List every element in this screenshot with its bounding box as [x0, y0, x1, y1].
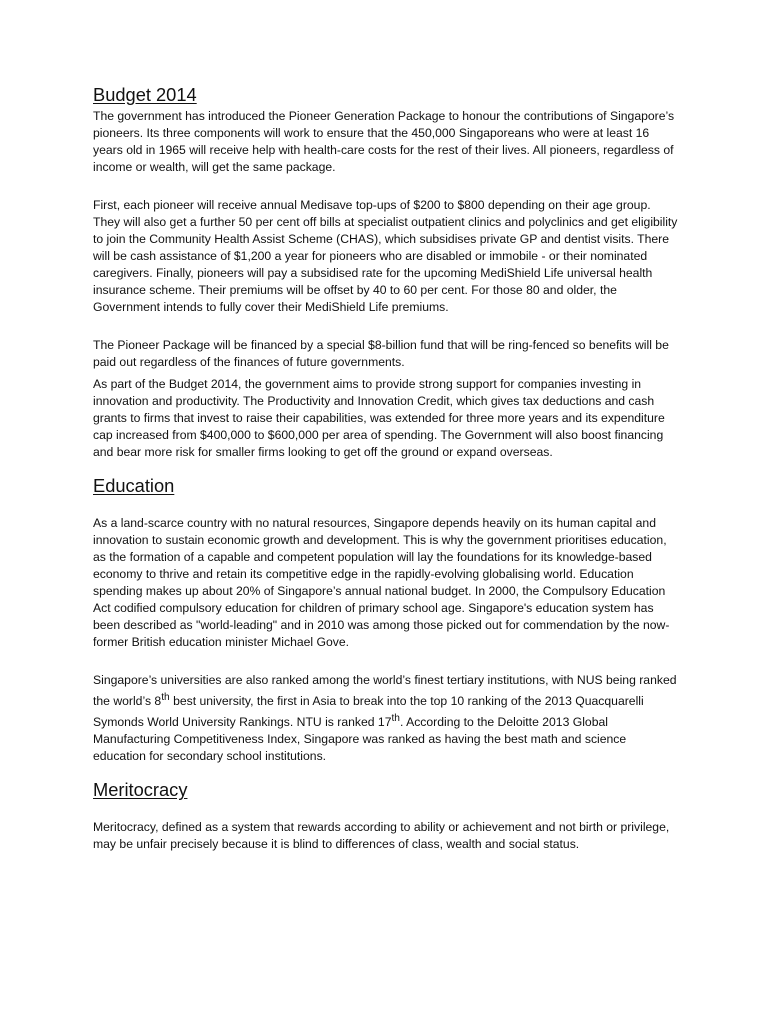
heading-budget-2014: Budget 2014 — [93, 84, 197, 105]
paragraph-education-overview: As a land-scarce country with no natural resources, Singapore depends heavily on its human capital and innovation to sustain economic growth and development. This is why the government prioritises education, as the formation of a capable and competent population will lay the foundations for its knowledge-based economy to thrive and retain its competitive edge in the rapidly-evolving globalising world. Education spending makes up about 20% of Singapore’s annual national budget. In 2000, the Compulsory Education Act codified compulsory education for children of primary school age. Singapore's education system has been described as "world-leading" and in 2010 was among those picked out for commendation by the now-former British education minister Michael Gove. — [93, 516, 670, 649]
heading-education: Education — [93, 475, 175, 496]
paragraph-pioneer-benefits: First, each pioneer will receive annual Medisave top-ups of $200 to $800 depending on their age group. They will also get a further 50 per cent off bills at specialist outpatient clinics and polyclinics and get eligibility to join the Community Health Assist Scheme (CHAS), which subsidises private GP and dentist visits. There will be cash assistance of $1,200 a year for pioneers who are disabled or immobile - or their nominated caregivers. Finally, pioneers will pay a subsidised rate for the upcoming MediShield Life universal health insurance scheme. Their premiums will be offset by 40 to 60 per cent. For those 80 and older, the Government intends to fully cover their MediShield Life premiums. — [93, 198, 678, 314]
paragraph-innovation-support: As part of the Budget 2014, the government aims to provide strong support for companies investing in innovation and productivity. The Productivity and Innovation Credit, which gives tax deductions and cash grants to firms that invest to raise their capabilities, was extended for three more years and its expenditure cap increased from $400,000 to $600,000 per area of spending. The Government will also boost financing and bear more risk for smaller firms looking to get off the ground or expand overseas. — [93, 377, 665, 459]
heading-meritocracy: Meritocracy — [93, 779, 188, 801]
rankings-text-part-2: best university, the first in Asia to break into the top 10 ranking of the 2013 Quacquarelli Symonds World University Rankings. NTU is ranked 17 — [93, 694, 644, 730]
ordinal-suffix: th — [161, 692, 170, 703]
rankings-text-part-1: Singapore’s universities are also ranked among the world’s finest tertiary institutions, with NUS being ranked the world’s 8 — [93, 673, 677, 709]
paragraph-pioneer-fund: The Pioneer Package will be financed by a special $8-billion fund that will be ring-fenced so benefits will be paid out regardless of the finances of future governments. — [93, 338, 669, 369]
rankings-text-part-3: . According to the Deloitte 2013 Global Manufacturing Competitiveness Index, Singapore was ranked as having the best math and science education for secondary school institutions. — [93, 715, 627, 764]
document-body — [93, 86, 678, 853]
ordinal-suffix: th — [391, 713, 400, 725]
paragraph-university-rankings — [93, 672, 678, 765]
paragraph-pioneer-package: The government has introduced the Pioneer Generation Package to honour the contributions of Singapore’s pioneers. Its three components will work to ensure that the 450,000 Singaporeans who were at least 16 years old in 1965 will receive help with health-care costs for the rest of their lives. All pioneers, regardless of income or wealth, will get the same package. — [93, 109, 675, 174]
paragraph-meritocracy-definition: Meritocracy, defined as a system that rewards according to ability or achievement and not birth or privilege, may be unfair precisely because it is blind to differences of class, wealth and social status. — [93, 820, 670, 852]
